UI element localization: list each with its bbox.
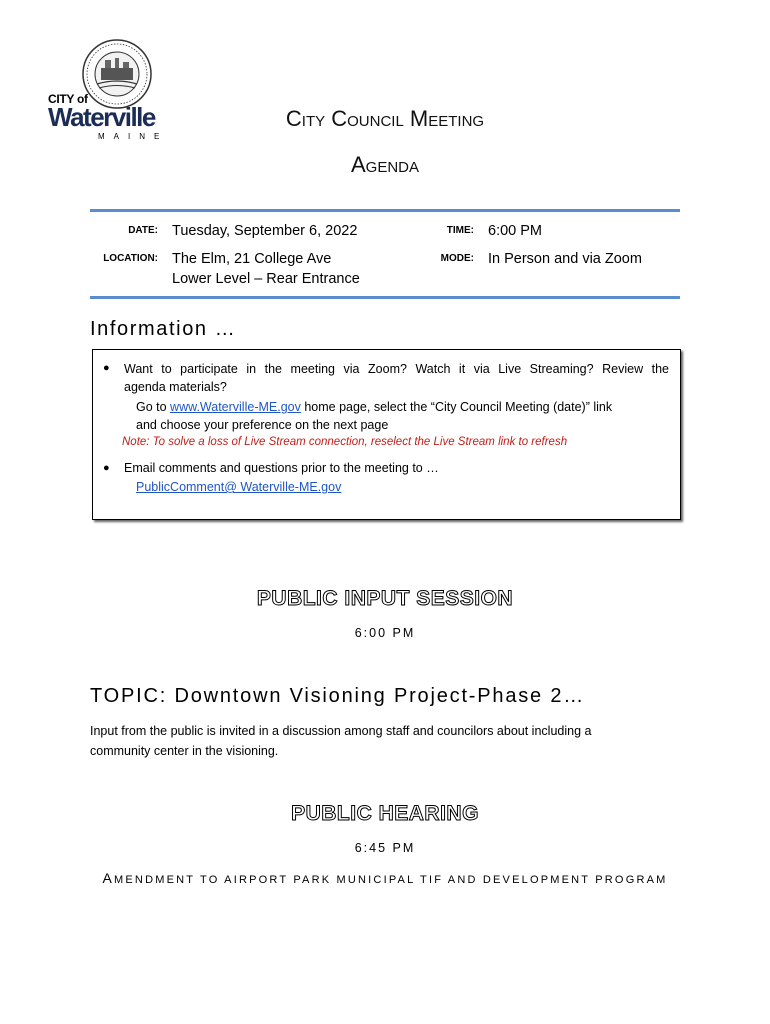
bullet-icon: ● (103, 362, 110, 374)
bullet1-line4: and choose your preference on the next page (136, 418, 389, 432)
public-input-time: 6:00 PM (354, 626, 416, 640)
bullet1-line3 (136, 398, 612, 416)
bottom-divider (90, 296, 680, 299)
mode-label: MODE: (440, 253, 474, 264)
location-line2: Lower Level – Rear Entrance (172, 271, 360, 287)
website-link[interactable]: www.Waterville-ME.gov (170, 400, 301, 414)
location-line1: The Elm, 21 College Ave (172, 251, 332, 267)
public-input-heading: PUBLIC INPUT SESSION (256, 587, 514, 610)
public-hearing-heading: PUBLIC HEARING (291, 802, 479, 825)
bullet2-line1: Email comments and questions prior to the meeting to … (124, 461, 439, 475)
time-value: 6:00 PM (488, 223, 542, 239)
livestream-note: Note: To solve a loss of Live Stream connection, reselect the Live Stream link to refresh (122, 436, 568, 448)
email-link[interactable]: PublicComment@ Waterville-ME.gov (136, 480, 342, 494)
topic-description-line1: Input from the public is invited in a discussion among staff and councilors about including a (90, 724, 592, 738)
top-divider (90, 209, 680, 212)
logo-wordmark: Waterville (48, 102, 155, 132)
logo-city-of: CITY of (48, 92, 88, 106)
mode-value: In Person and via Zoom (488, 251, 642, 267)
bullet1-line1: Want to participate in the meeting via Zoom? Watch it via Live Streaming? Review the (124, 362, 669, 376)
logo-state: MAINE (98, 132, 169, 141)
time-label: TIME: (446, 225, 474, 236)
location-label: LOCATION: (103, 253, 158, 264)
bullet1-line2: agenda materials? (124, 380, 227, 394)
public-hearing-time: 6:45 PM (354, 841, 416, 855)
instructions-text: home page, select the “City Council Meeting (date)” link (300, 400, 613, 414)
date-value: Tuesday, September 6, 2022 (172, 223, 358, 239)
hearing-item-initial: A (102, 870, 115, 886)
hearing-item (0, 870, 770, 886)
topic-heading: TOPIC: Downtown Visioning Project-Phase 2… (90, 685, 586, 707)
go-to-text: Go to (136, 400, 171, 414)
topic-description-line2: community center in the visioning. (90, 744, 279, 758)
agenda-title: City Council Meeting (285, 106, 485, 131)
date-label: DATE: (128, 225, 158, 236)
city-seal-icon (81, 38, 153, 110)
information-heading: Information … (90, 318, 237, 340)
agenda-subtitle: Agenda (350, 152, 420, 177)
bullet-icon: ● (103, 462, 110, 474)
hearing-item-rest: MENDMENT TO AIRPORT PARK MUNICIPAL TIF AND DEVELOPMENT PROGRAM (114, 874, 668, 886)
topic-description (90, 721, 690, 761)
